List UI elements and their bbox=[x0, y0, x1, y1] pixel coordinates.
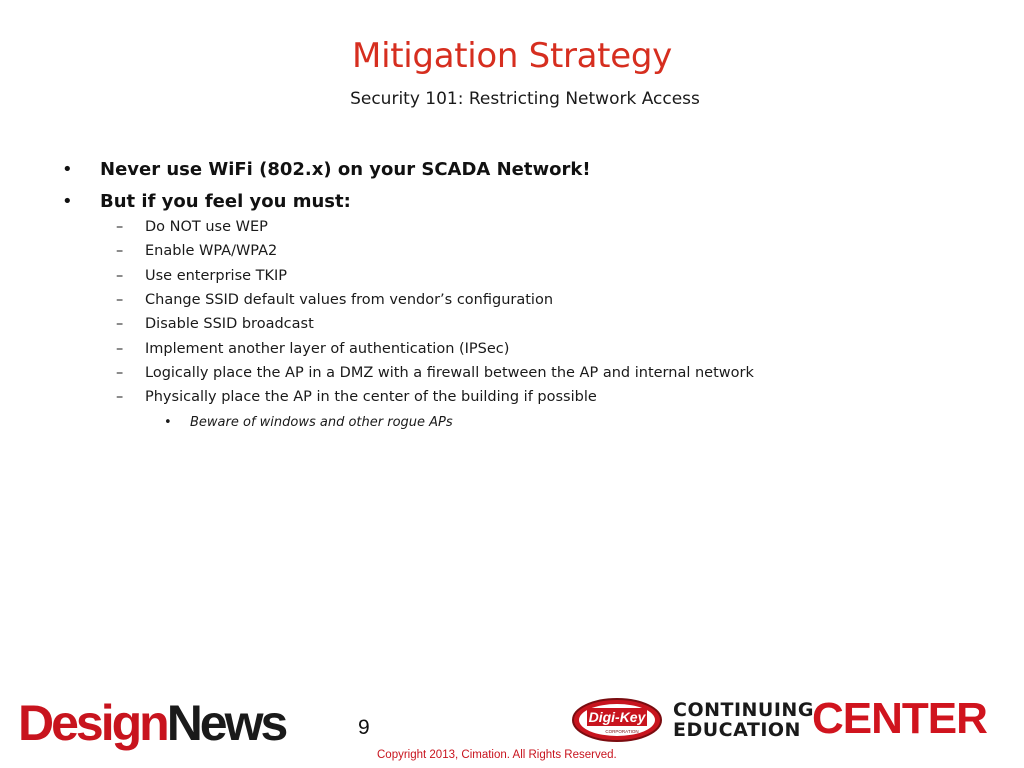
slide-subtitle: Security 101: Restricting Network Access bbox=[350, 89, 700, 109]
bullet-text: Never use WiFi (802.x) on your SCADA Network! bbox=[100, 159, 591, 180]
sub-bullet-text: Enable WPA/WPA2 bbox=[145, 243, 278, 259]
digikey-logo bbox=[571, 697, 663, 743]
dash-marker: – bbox=[116, 365, 124, 381]
bullet-marker: • bbox=[62, 191, 73, 212]
logo-news-text: News bbox=[166, 695, 286, 751]
bullet-item bbox=[62, 191, 351, 212]
sub-bullet-text: Disable SSID broadcast bbox=[145, 316, 314, 332]
dash-marker: – bbox=[116, 219, 124, 235]
slide-title: Mitigation Strategy bbox=[352, 36, 672, 76]
logo-design-text: Design bbox=[18, 695, 167, 751]
bullet-text: But if you feel you must: bbox=[100, 191, 351, 212]
sub-bullet-text: Do NOT use WEP bbox=[145, 219, 268, 235]
sub-bullet-text: Change SSID default values from vendor’s configuration bbox=[145, 292, 554, 308]
sub-bullet-item bbox=[116, 341, 509, 357]
page-number: 9 bbox=[358, 716, 370, 739]
digikey-sub-text: CORPORATION bbox=[605, 729, 639, 734]
sub-bullet-item bbox=[116, 316, 314, 332]
ce-center-text: CENTER bbox=[812, 694, 987, 743]
continuing-education-text bbox=[673, 700, 814, 740]
sub-bullet-item bbox=[116, 292, 553, 308]
ce-line2: EDUCATION bbox=[673, 719, 801, 741]
sub-bullet-item bbox=[116, 268, 287, 284]
sub-bullet-item bbox=[116, 219, 268, 235]
dash-marker: – bbox=[116, 316, 124, 332]
copyright-notice: Copyright 2013, Cimation. All Rights Reserved. bbox=[377, 749, 617, 761]
sub-bullet-text: Physically place the AP in the center of the building if possible bbox=[145, 389, 597, 405]
dash-marker: – bbox=[116, 341, 124, 357]
sub-bullet-text: Use enterprise TKIP bbox=[145, 268, 288, 284]
sub-sub-bullet-text: Beware of windows and other rogue APs bbox=[190, 415, 453, 430]
ce-line1: CONTINUING bbox=[673, 699, 814, 721]
digikey-text: Digi-Key bbox=[588, 709, 646, 725]
sub-bullet-text: Logically place the AP in a DMZ with a firewall between the AP and internal network bbox=[145, 365, 754, 381]
dash-marker: – bbox=[116, 292, 124, 308]
bullet-item bbox=[62, 159, 591, 180]
dash-marker: – bbox=[116, 389, 124, 405]
sub-bullet-item bbox=[116, 243, 277, 259]
bullet-marker: • bbox=[62, 159, 73, 180]
designnews-logo bbox=[18, 693, 285, 753]
bullet-marker: • bbox=[164, 415, 172, 430]
dash-marker: – bbox=[116, 268, 124, 284]
sub-sub-bullet-item bbox=[164, 415, 453, 430]
sub-bullet-item bbox=[116, 365, 754, 381]
sub-bullet-item bbox=[116, 389, 597, 405]
sub-bullet-text: Implement another layer of authentication (IPSec) bbox=[145, 341, 510, 357]
dash-marker: – bbox=[116, 243, 124, 259]
